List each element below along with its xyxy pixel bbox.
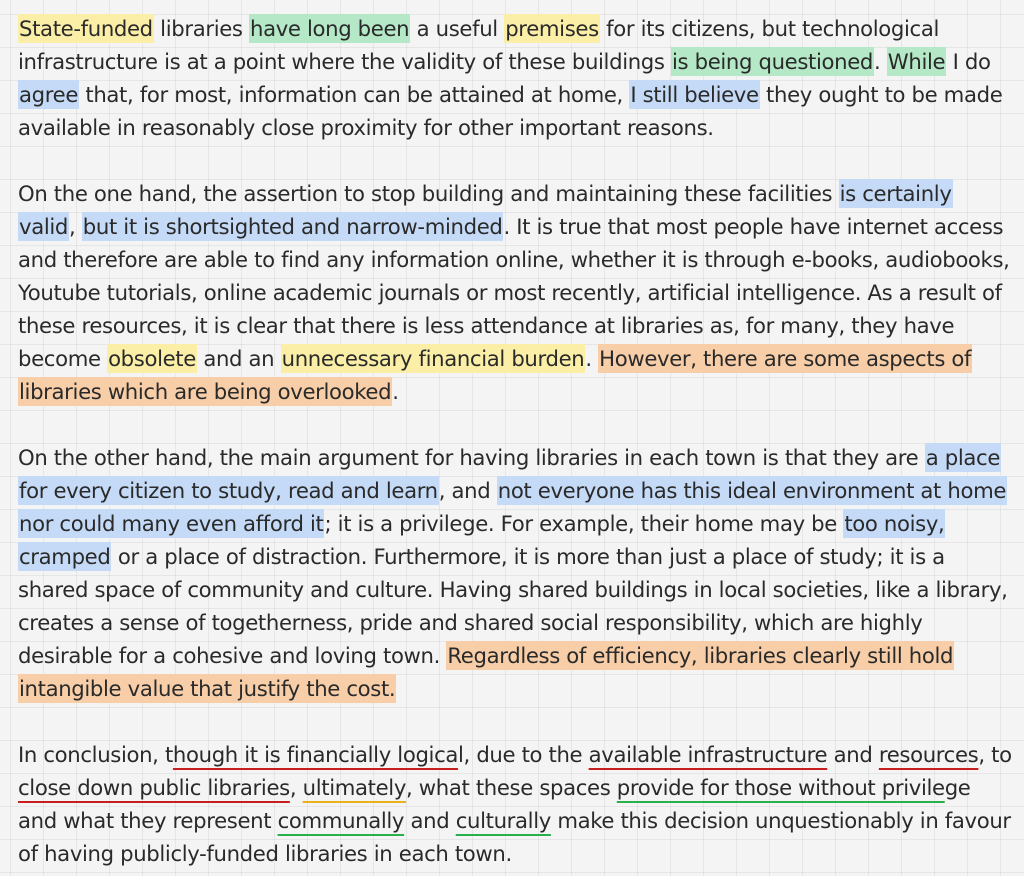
text-run: make this decision unquestionably in favour of having publicly-funded libraries in each town. <box>18 808 1011 866</box>
text-run: ; it is a privilege. For example, their home may be <box>324 511 844 536</box>
highlight-green: While <box>887 49 946 74</box>
text-run: . <box>585 346 599 371</box>
highlight-blue: but it is shortsighted and narrow-minded <box>82 214 503 239</box>
text-run: , to <box>978 742 1012 767</box>
highlight-yellow: unnecessary financial burden <box>281 346 585 371</box>
text-run: , <box>289 775 303 800</box>
text-run: they ought to be made available in reasonably close proximity for other important reasons. <box>18 82 1003 140</box>
underline-green: culturally <box>455 808 551 833</box>
text-run: and <box>404 808 456 833</box>
underline-green: communally <box>277 808 405 833</box>
text-run: for its citizens, but technological infrastructure is at a point where the validity of these buildings <box>18 16 940 74</box>
text-run: . <box>874 49 887 74</box>
underline-red: available infrastructure <box>588 742 828 767</box>
text-run: On the other hand, the main argument for having libraries in each town is that they are <box>18 445 925 470</box>
text-run: ge and what they represent <box>18 775 971 833</box>
highlight-yellow: premises <box>505 16 599 41</box>
text-run: On the one hand, the assertion to stop building and maintaining these facilities <box>18 181 839 206</box>
highlight-blue: too noisy, cramped <box>19 511 945 569</box>
underline-yellow: ultimately <box>302 775 407 800</box>
underline-red: resources <box>878 742 979 767</box>
highlight-blue: is certainly valid <box>19 181 952 239</box>
highlight-green: is being questioned <box>671 49 873 74</box>
text-run: . <box>392 379 399 404</box>
highlight-blue: agree <box>19 82 78 107</box>
underline-red: hough it is financially logica <box>172 742 459 767</box>
highlight-blue: I still believe <box>630 82 759 107</box>
text-run: l, due to the <box>458 742 589 767</box>
text-run: libraries <box>153 16 249 41</box>
highlight-orange: Regardless of efficiency, libraries clearly still hold intangible value that justify the cost. <box>19 643 954 701</box>
paragraph-conclusion <box>18 738 1014 870</box>
paragraph-introduction <box>18 12 1014 144</box>
highlight-blue: not everyone has this ideal environment at home nor could many even afford it <box>19 478 1007 536</box>
highlight-green: have long been <box>250 16 410 41</box>
underline-red: close down public libraries <box>18 775 290 800</box>
text-run: , what these spaces <box>406 775 617 800</box>
paragraph-body-one <box>18 177 1014 408</box>
text-run: . It is true that most people have internet access and therefore are able to find any information online, whether it is through e-books, audiobooks, Youtube tutorials, online academic journals or most recently, artificial intelligence. As a result of these resources, it is clear that there is less attendance at libraries as, for many, they have become <box>18 214 1010 371</box>
text-run: and <box>827 742 879 767</box>
highlight-orange: However, there are some aspects of libraries which are being overlooked <box>19 346 972 404</box>
highlight-blue: a place for every citizen to study, read and learn <box>19 445 1001 503</box>
underline-green: provide for those without privile <box>616 775 945 800</box>
essay-document <box>18 12 1014 870</box>
highlight-yellow: obsolete <box>108 346 196 371</box>
text-run: , and <box>438 478 497 503</box>
text-run: and an <box>196 346 281 371</box>
highlight-yellow: State-funded <box>19 16 153 41</box>
text-run: a useful <box>410 16 505 41</box>
text-run: , <box>69 214 82 239</box>
paragraph-body-two <box>18 441 1014 705</box>
text-run: In conclusion, t <box>18 742 173 767</box>
text-run: that, for most, information can be attained at home, <box>79 82 630 107</box>
text-run: I do <box>946 49 991 74</box>
text-run: or a place of distraction. Furthermore, it is more than just a place of study; it is a shared space of community and culture. Having shared buildings in local societies, like a library, creates a sense of togetherness, pride and shared social responsibility, which are highly desirable for a cohesive and loving town. <box>18 544 1008 668</box>
